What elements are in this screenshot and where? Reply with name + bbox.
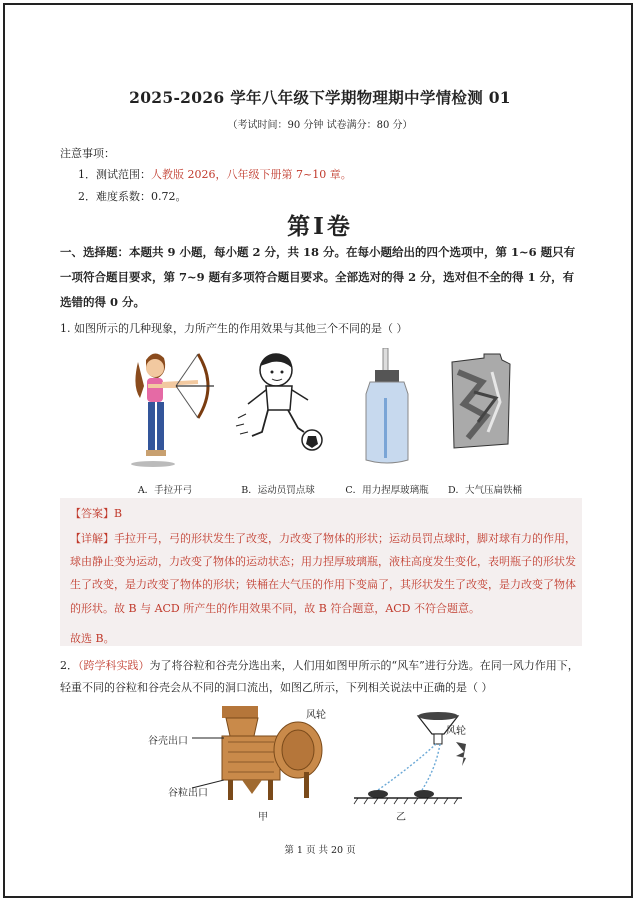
figure-yi-caption: 乙 [396,812,406,823]
explanation [70,527,580,620]
note-item-1-prefix: 1．测试范围： [78,168,151,181]
option-d-label: D．大气压扁铁桶 [447,485,523,496]
question-2-text: 为了将谷粒和谷壳分选出来，人们用如图甲所示的“风车”进行分选。在同一风力作用下，轻重不同的谷粒和谷壳会从不同的洞口流出，如图乙所示，下列相关说法中正确的是（ ） [60,659,579,694]
notes-heading: 注意事项： [60,147,115,160]
option-a-label: A．手拉开弓 [137,485,193,496]
page-footer: 第 1 页 共 20 页 [284,845,356,856]
conclusion: 故选 B。 [70,632,115,645]
explanation-tag: 【详解】 [70,532,114,545]
question-2-stem [60,655,585,699]
section-instructions: 一、选择题：本题共 9 小题，每小题 2 分，共 18 分。在每小题给出的四个选项中，第 1~6 题只有一项符合题目要求，第 7~9 题有多项符合题目要求。全部选对的得 2 分，选对但不全的得 1 分，有选错的得 0 分。 [60,245,576,309]
figure-jia-caption: 甲 [258,812,268,823]
volume-title: 第Ⅰ卷 [287,213,353,240]
pointer-lines [190,730,224,790]
glass-bottle-image [360,348,414,466]
exam-subtitle: （考试时间：90 分钟 试卷满分：80 分） [227,120,413,131]
crushed-can-image [444,352,516,452]
archer-girl-image [118,346,218,470]
question-2-number: 2． [60,659,78,672]
question-2-tag: （跨学科实践） [78,659,150,672]
husk-outlet-label: 谷壳出口 [148,736,188,747]
question-1-stem: 1. 如图所示的几种现象，力所产生的作用效果与其他三个不同的是（ ） [60,322,408,335]
note-item-2: 2．难度系数：0.72。 [78,190,187,203]
option-b-label: B．运动员罚点球 [241,485,315,496]
jia-wheel-label: 风轮 [306,710,326,721]
explanation-text: 手拉开弓，弓的形状发生了改变，力改变了物体的形状；运动员罚点球时，脚对球有力的作用，球由静止变为运动，力改变了物体的运动状态；用力捏厚玻璃瓶，液柱高度发生变化，表明瓶子的形状发生了改变，是力改变了物体的形状；铁桶在大气压的作用下变扁了，其形状发生了改变，是力改变了物体的形状。故 B 与 ACD 所产生的作用效果不同，故 B 符合题意，ACD 不符合题意。 [70,532,576,615]
yi-wheel-label: 风轮 [446,726,466,737]
grain-outlet-label: 谷粒出口 [168,788,208,799]
note-item-1 [78,166,352,182]
option-c-label: C．用力捏厚玻璃瓶 [345,485,429,496]
exam-title: 2025-2026 学年八年级下学期物理期中学情检测 01 [129,88,511,107]
note-item-1-scope: 人教版 2026，八年级下册第 7~10 章。 [151,168,352,181]
soccer-kick-image [232,348,332,452]
separation-diagram-image [352,706,482,806]
answer-tag: 【答案】B [70,507,123,520]
